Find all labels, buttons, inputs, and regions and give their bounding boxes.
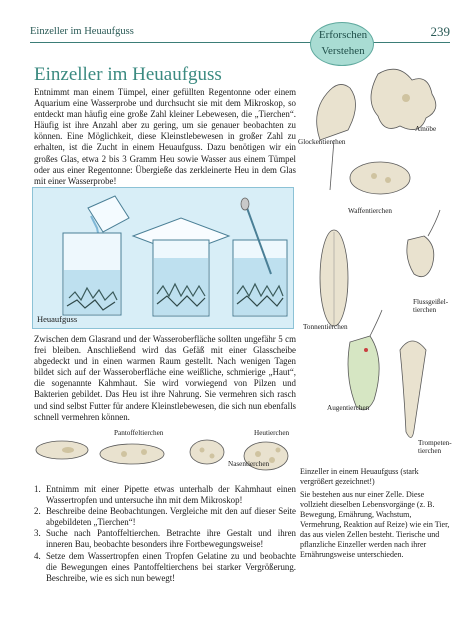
label-waffentierchen: Waffentierchen: [348, 207, 392, 215]
intro-paragraph: Entnimmt man einem Tümpel, einer gefüllten Regentonne oder einem Aquarium eine Wasserprobe und durchsucht sie mit dem Mikroskop, so entdeckt man häufig eine große Zahl kleiner Lebewesen, die „Tierchen“. Häufig ist ihre Anzahl aber zu gering, um sie genauer beobachten zu können. Eine Möglichkeit, diese Kleinstlebewesen in großer Zahl zu erhalten, ist die Zucht in einem Heuaufguss. Dazu benötigen wir ein großes Glas, etwa 2 bis 3 Gramm Heu sowie Wasser aus einem Tümpel oder aus einer Regentonne: Übergieße das zerkleinerte Heu in dem Glas mit einer Wasserprobe!: [34, 87, 296, 186]
badge-line-2: Verstehen: [321, 45, 365, 57]
label-tonnentierchen: Tonnentierchen: [303, 323, 348, 331]
task-item-1: 1. Entnimm mit einer Pipette etwas unterhalb der Kahmhaut einen Wassertropfen und untersuche ihn mit dem Mikroskop!: [34, 484, 296, 506]
flussgeisseltierchen-drawing: [407, 210, 440, 277]
jar-1: [63, 233, 121, 315]
amoebe-drawing: [371, 69, 436, 129]
page-header: [30, 22, 450, 57]
side-title: Einzeller in einem Heuaufguss (stark vergrößert gezeichnet!): [300, 467, 419, 486]
side-info-box: [300, 467, 450, 560]
trompetentierchen-drawing: [400, 341, 426, 438]
label-pantoffeltierchen: Pantoffeltierchen: [114, 429, 164, 437]
label-augentierchen: Augentierchen: [327, 404, 370, 412]
jar-drawing: [33, 188, 295, 330]
tonnentierchen-drawing: [320, 230, 348, 326]
jar-2: [133, 218, 229, 316]
label-trompetentierchen: Trompeten-tierchen: [418, 439, 452, 455]
task-item-3: 3. Suche nach Pantoffeltierchen. Betrachte ihre Gestalt und ihren inneren Bau, beobachte besonders ihre Fortbewegungsweise!: [34, 528, 296, 550]
label-amoebe: Amöbe: [415, 125, 437, 133]
label-heutierchen: Heutierchen: [254, 429, 290, 437]
right-organisms: [300, 60, 450, 470]
body-paragraph: Zwischen dem Glasrand und der Wasseroberfläche sollten ungefähr 5 cm frei bleiben. Anschließend wird das Gefäß mit einer Glasscheibe abgedeckt und in einen warmen Raum gestellt. Nach wenigen Tagen bildet sich auf der Wasseroberfläche eine weißliche, schmierige „Haut“, die sogenannte Kahmhaut. Sie wird vorwiegend von Pilzen und Bakterien gebildet. Das Heu ist ihre Nahrung. Sie vermehren sich rasch und sind selbst Futter für andere Kleinstlebewesen, die sich nun ebenfalls schnell vermehren können.: [34, 334, 296, 422]
augentierchen-drawing: [348, 310, 382, 410]
task-item-2: 2. Beschreibe deine Beobachtungen. Vergleiche mit den auf dieser Seite abgebildeten „Tierchen“!: [34, 506, 296, 528]
task-item-4: 4. Setze dem Wassertropfen einen Tropfen Gelatine zu und beobachte die Bewegungen eines Pantoffeltierchens bei starker Vergrößerung. Beschreibe, wie es sich nun bewegt!: [34, 550, 296, 583]
paramecium-drawing-1: [36, 441, 88, 459]
header-rule: [30, 42, 450, 43]
badge-line-1: Erforschen: [318, 29, 368, 41]
paramecium-drawing-2: [100, 444, 164, 464]
running-title: Einzeller im Heuaufguss: [30, 26, 134, 37]
side-text: Sie bestehen aus nur einer Zelle. Diese vollzieht dieselben Lebensvorgänge (z. B. Bewegung, Ernährung, Wachstum, Vermehrung, Reaktion auf Reize) wie ein Tier, das aus vielen Zellen besteht. Tierische und pflanzliche Einzeller werden nach ihrer Ernährungsweise unterschieden.: [300, 490, 450, 559]
page-number: 239: [430, 24, 450, 39]
nasentierchen-drawing: [190, 440, 224, 464]
label-flussgeisseltierchen: Flussgeißel-tierchen: [413, 298, 449, 314]
hay-infusion-illustration: [32, 187, 294, 329]
label-glockentierchen: Glockentierchen: [298, 138, 346, 146]
task-list: [34, 484, 296, 584]
jar-3: [233, 198, 287, 316]
page-title: Einzeller im Heuaufguss: [34, 64, 222, 85]
jar-caption: Heuaufguss: [37, 314, 78, 324]
waffentierchen-drawing: [350, 162, 410, 194]
label-nasentierchen: Nasentierchen: [228, 460, 270, 468]
